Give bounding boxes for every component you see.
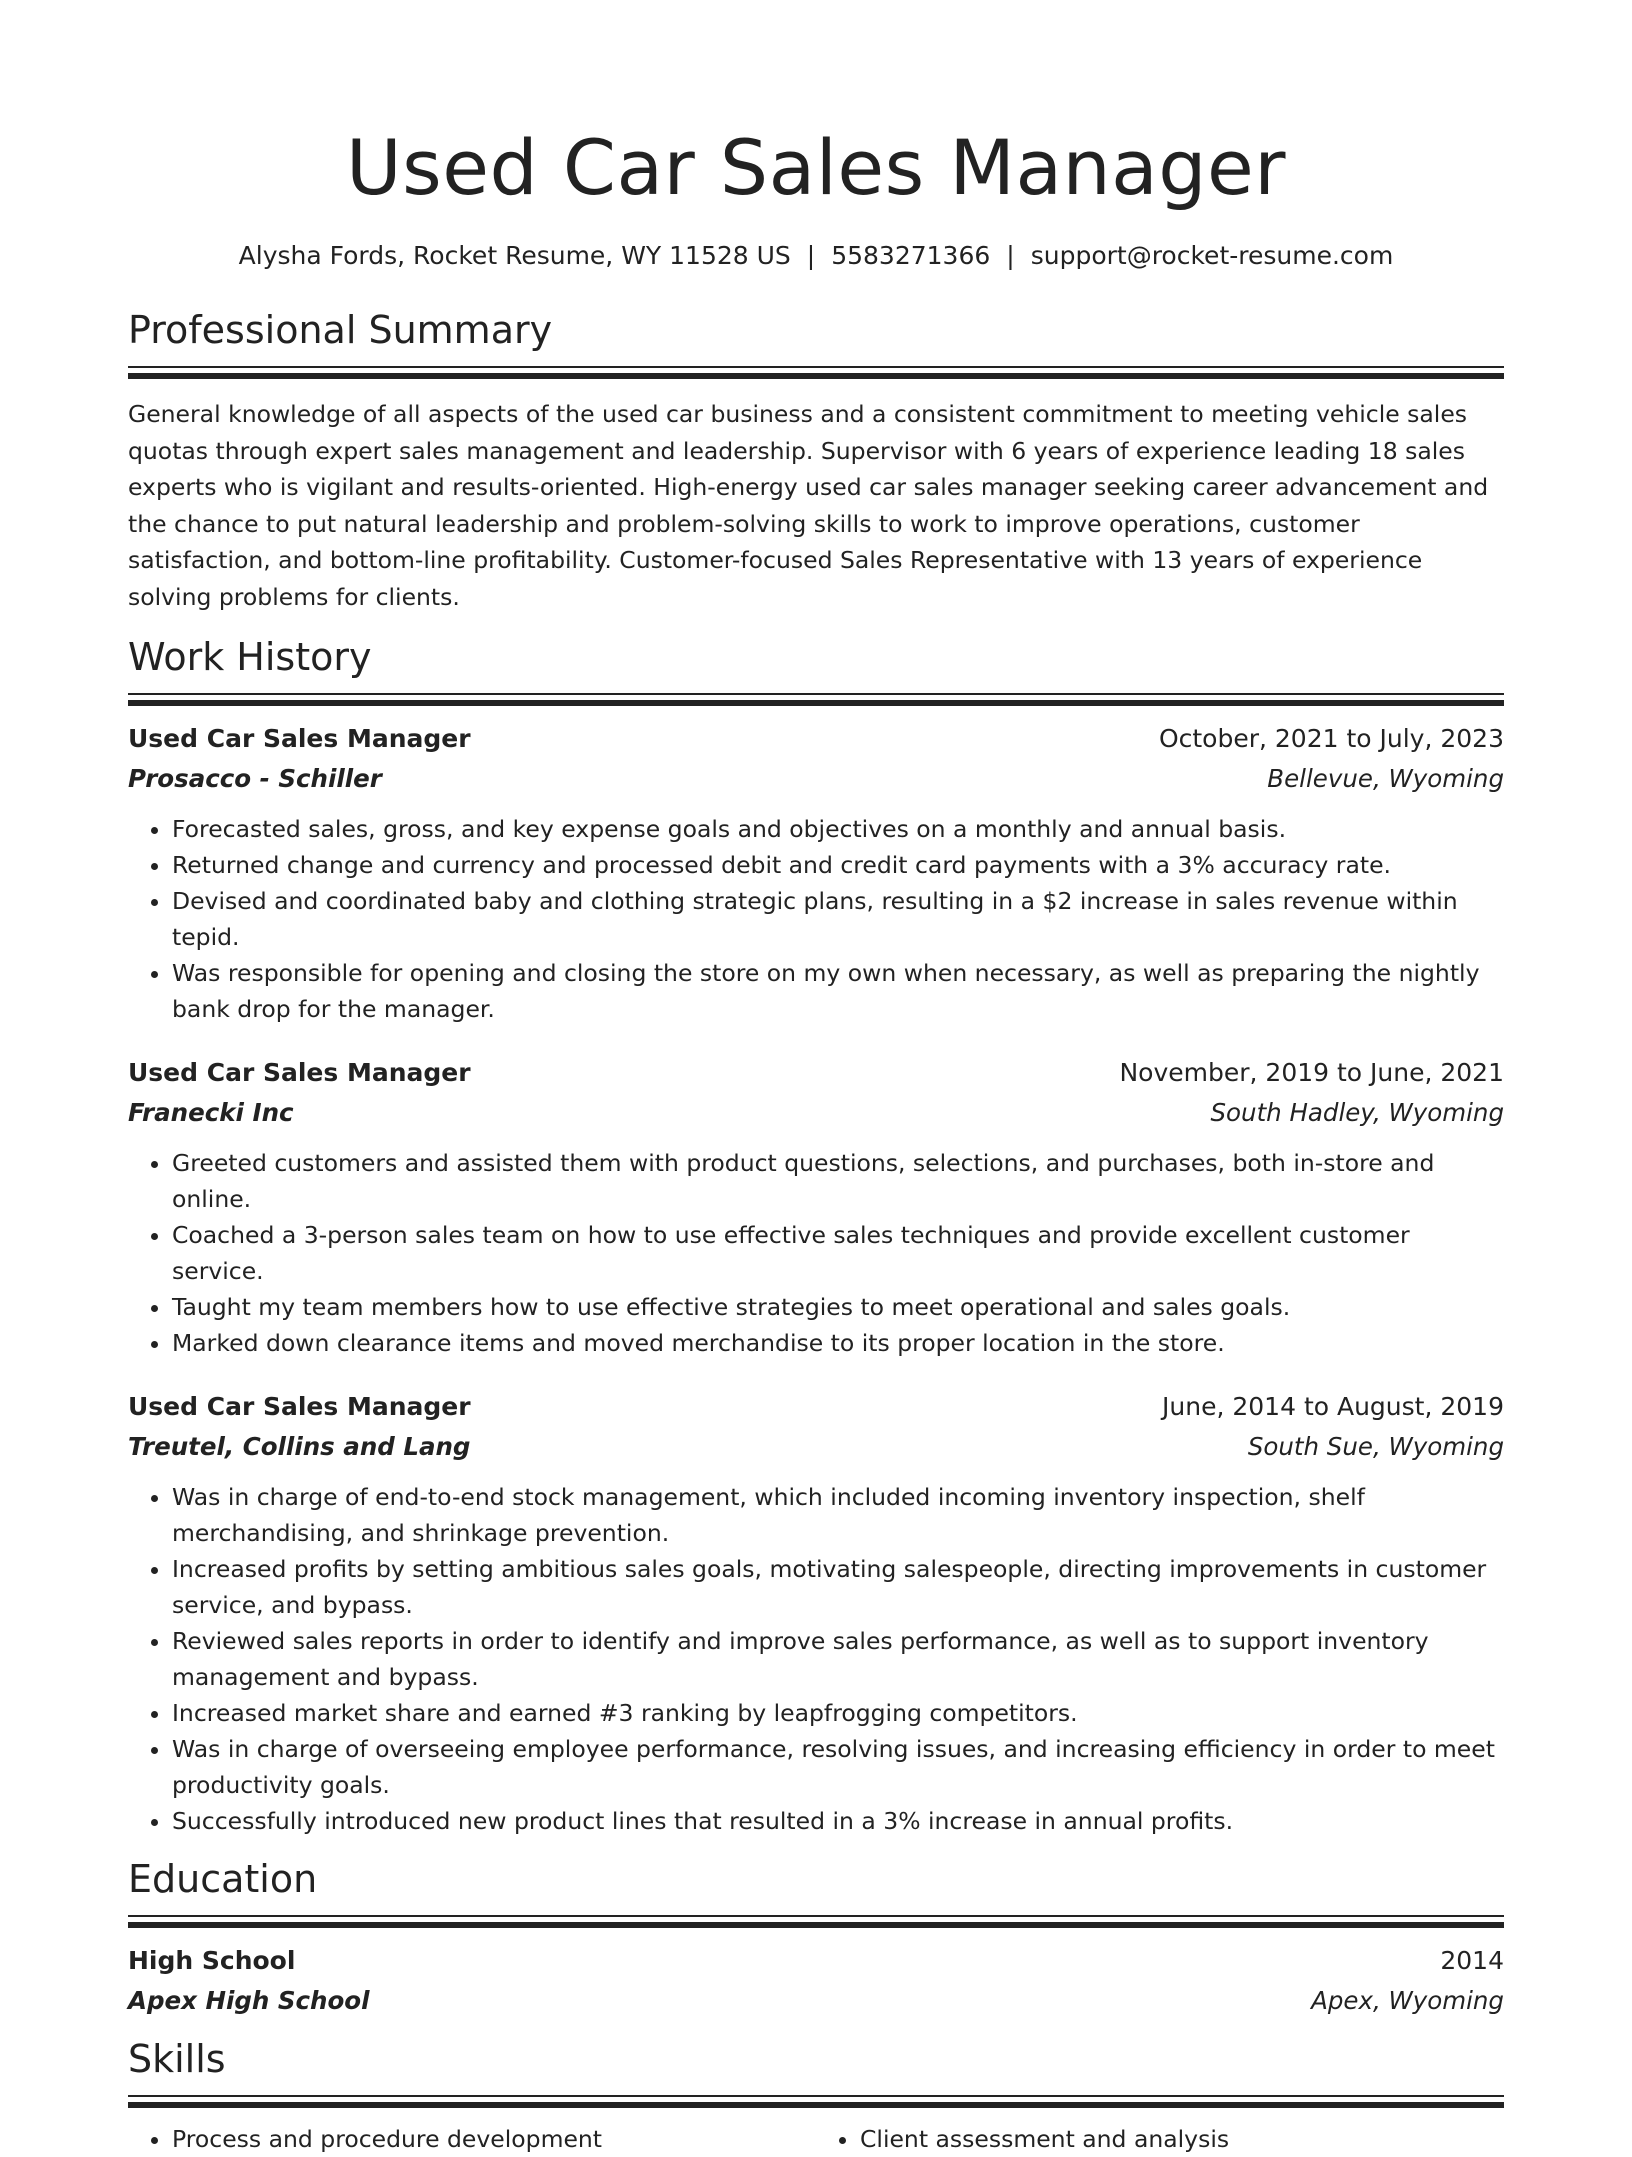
education-school-row bbox=[128, 1981, 1504, 2021]
job-bullet: • Taught my team members how to use effective strategies to meet operational and sales goals. bbox=[172, 1289, 1504, 1325]
education-heading: Education bbox=[128, 1857, 318, 1901]
job-bullet: • Was responsible for opening and closing the store on my own when necessary, as well as preparing the nightly bank drop for the manager. bbox=[172, 955, 1504, 1027]
job-company: Treutel, Collins and Lang bbox=[128, 1432, 471, 1461]
job-title: Used Car Sales Manager bbox=[128, 1058, 471, 1087]
summary-text: General knowledge of all aspects of the used car business and a consistent commitment to meeting vehicle sales quotas through expert sales management and leadership. Supervisor with 6 years of experience leading 18 sales experts who is vigilant and results-oriented. High-energy used car sales manager seeking career advancement and the chance to put natural leadership and problem-solving skills to work to improve operations, customer satisfaction, and bottom-line profitability. Customer-focused Sales Representative with 13 years of experience solving problems for clients. bbox=[128, 400, 1489, 611]
skills-section bbox=[128, 2033, 1504, 2157]
summary-section bbox=[128, 304, 1504, 615]
job-bullet: • Was in charge of end-to-end stock management, which included incoming inventory inspection, shelf merchandising, and shrinkage prevention. bbox=[172, 1479, 1504, 1551]
job-entry bbox=[128, 1387, 1504, 1839]
job-location: South Sue, Wyoming bbox=[1247, 1432, 1504, 1461]
job-bullet: • Returned change and currency and processed debit and credit card payments with a 3% accuracy rate. bbox=[172, 847, 1504, 883]
job-location: Bellevue, Wyoming bbox=[1267, 764, 1504, 793]
section-divider bbox=[128, 693, 1504, 705]
job-location: South Hadley, Wyoming bbox=[1210, 1098, 1504, 1127]
job-bullet: • Marked down clearance items and moved merchandise to its proper location in the store. bbox=[172, 1325, 1504, 1361]
summary-heading: Professional Summary bbox=[128, 308, 553, 352]
skills-heading: Skills bbox=[128, 2037, 226, 2081]
section-divider bbox=[128, 2095, 1504, 2107]
education-degree: High School bbox=[128, 1946, 296, 1975]
skills-column-left bbox=[128, 2121, 816, 2157]
job-dates: November, 2019 to June, 2021 bbox=[1119, 1058, 1504, 1087]
resume-title: Used Car Sales Manager bbox=[346, 123, 1286, 212]
skills-columns bbox=[128, 2121, 1504, 2157]
job-bullet: • Increased profits by setting ambitious sales goals, motivating salespeople, directing improvements in customer service, and bypass. bbox=[172, 1551, 1504, 1623]
skill-item: • Process and procedure development bbox=[172, 2121, 816, 2157]
job-dates: October, 2021 to July, 2023 bbox=[1158, 724, 1504, 753]
job-header-row bbox=[128, 1053, 1504, 1093]
job-bullet: • Coached a 3-person sales team on how to use effective sales techniques and provide excellent customer service. bbox=[172, 1217, 1504, 1289]
job-company-row bbox=[128, 1427, 1504, 1467]
education-row bbox=[128, 1941, 1504, 1981]
contact-address: Alysha Fords, Rocket Resume, WY 11528 US bbox=[238, 241, 791, 270]
job-company: Prosacco - Schiller bbox=[128, 764, 382, 793]
education-location: Apex, Wyoming bbox=[1311, 1986, 1504, 2015]
job-company-row bbox=[128, 1093, 1504, 1133]
job-entry bbox=[128, 1053, 1504, 1361]
job-bullets bbox=[128, 1145, 1504, 1361]
contact-phone: 5583271366 bbox=[831, 241, 991, 270]
work-history-heading: Work History bbox=[128, 635, 372, 679]
job-bullets bbox=[128, 811, 1504, 1027]
job-company-row bbox=[128, 759, 1504, 799]
job-bullet: • Greeted customers and assisted them with product questions, selections, and purchases, both in-store and online. bbox=[172, 1145, 1504, 1217]
section-divider bbox=[128, 1915, 1504, 1927]
education-section bbox=[128, 1853, 1504, 2021]
job-bullets bbox=[128, 1479, 1504, 1839]
job-bullet: • Successfully introduced new product lines that resulted in a 3% increase in annual profits. bbox=[172, 1803, 1504, 1839]
job-bullet: • Reviewed sales reports in order to identify and improve sales performance, as well as to support inventory management and bypass. bbox=[172, 1623, 1504, 1695]
education-year: 2014 bbox=[1440, 1946, 1504, 1975]
education-school: Apex High School bbox=[128, 1986, 370, 2015]
skill-item: • Client assessment and analysis bbox=[860, 2121, 1504, 2157]
contact-separator: | bbox=[1006, 241, 1015, 270]
work-history-section bbox=[128, 631, 1504, 1839]
contact-email: support@rocket-resume.com bbox=[1030, 241, 1394, 270]
job-title: Used Car Sales Manager bbox=[128, 724, 471, 753]
job-entry bbox=[128, 719, 1504, 1027]
contact-separator: | bbox=[806, 241, 816, 270]
section-divider bbox=[128, 366, 1504, 378]
contact-line bbox=[128, 238, 1504, 274]
job-dates: June, 2014 to August, 2019 bbox=[1162, 1392, 1504, 1421]
job-company: Franecki Inc bbox=[128, 1098, 294, 1127]
job-bullet: • Was in charge of overseeing employee performance, resolving issues, and increasing efficiency in order to meet productivity goals. bbox=[172, 1731, 1504, 1803]
job-header-row bbox=[128, 1387, 1504, 1427]
skills-column-right bbox=[816, 2121, 1504, 2157]
job-header-row bbox=[128, 719, 1504, 759]
job-bullet: • Forecasted sales, gross, and key expense goals and objectives on a monthly and annual basis. bbox=[172, 811, 1504, 847]
job-bullet: • Increased market share and earned #3 ranking by leapfrogging competitors. bbox=[172, 1695, 1504, 1731]
job-bullet: • Devised and coordinated baby and clothing strategic plans, resulting in a $2 increase in sales revenue within tepid. bbox=[172, 883, 1504, 955]
job-title: Used Car Sales Manager bbox=[128, 1392, 471, 1421]
